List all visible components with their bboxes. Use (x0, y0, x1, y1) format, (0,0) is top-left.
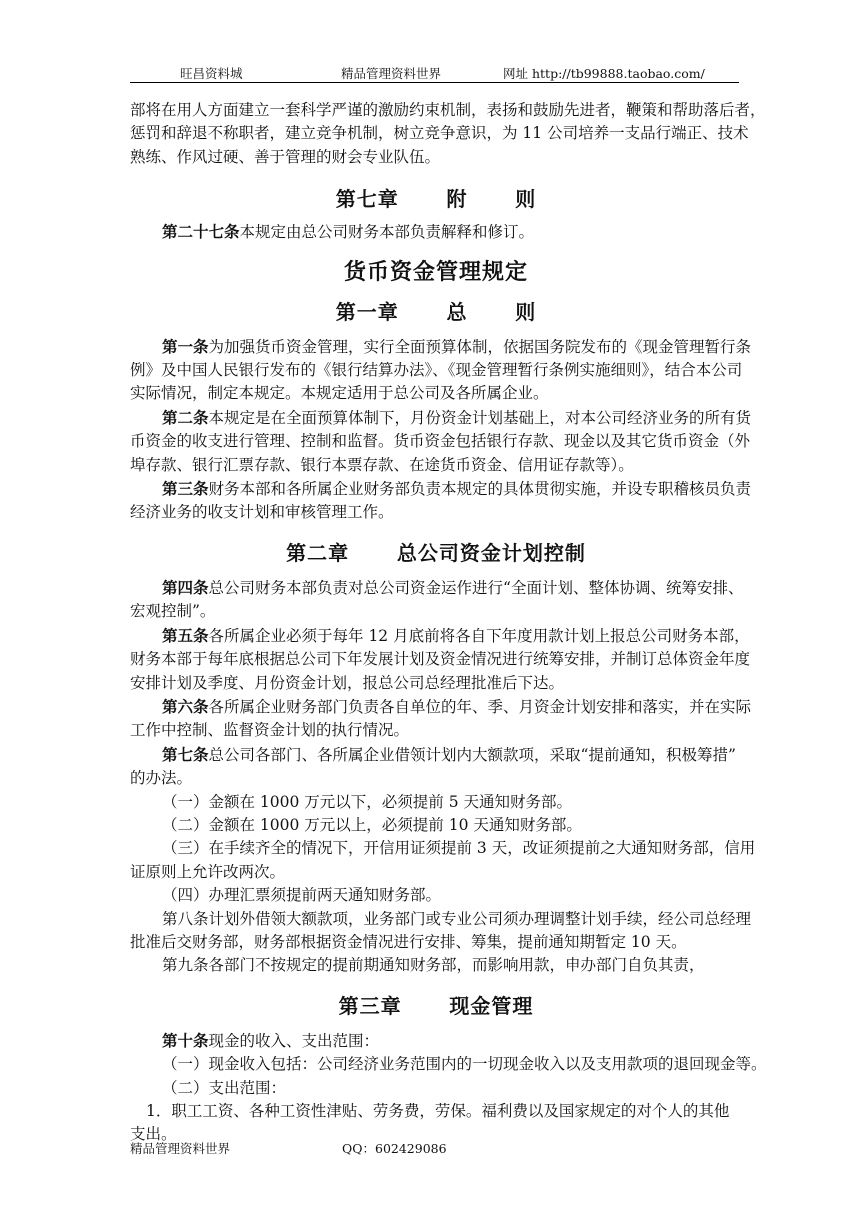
article-text: 为加强货币资金管理，实行全面预算体制，依据国务院发布的《现金管理暂行条 (208, 337, 752, 356)
article-5-line-1 (130, 624, 750, 648)
article-text: 现金的收入、支出范围： (208, 1031, 380, 1050)
article-6-line-1 (130, 695, 752, 719)
article-7-line-1 (130, 743, 742, 767)
article-label: 第二十七条 (162, 222, 240, 242)
article-2-line-2: 币资金的收支进行管理、控制和监督。货币资金包括银行存款、现金以及其它货币资金（外 (130, 432, 751, 451)
article-10-sub-2: （二）支出范围： (162, 1078, 287, 1097)
article-1-line-1 (130, 335, 752, 359)
chapter-2-title: 第二章 总公司资金计划控制 (286, 540, 586, 565)
article-text: 总公司财务本部负责对总公司资金运作进行“全面计划、整体协调、统筹安排、 (208, 578, 744, 597)
article-27 (130, 220, 742, 244)
article-1-line-3: 实际情况，制定本规定。本规定适用于总公司及各所属企业。 (130, 384, 549, 403)
article-label: 第五条 (162, 625, 209, 645)
footer-left-text: 精品管理资料世界 (130, 1141, 231, 1156)
article-6-line-2: 工作中控制、监督资金计划的执行情况。 (130, 721, 410, 740)
page-header (130, 64, 739, 83)
article-10-sub-2-1-line-2: 支出。 (130, 1125, 177, 1144)
intro-line-3: 熟练、作风过硬、善于管理的财会专业队伍。 (130, 147, 441, 166)
article-label: 第十条 (162, 1030, 209, 1050)
article-4-line-1 (130, 576, 742, 600)
chapter-3-title: 第三章 现金管理 (338, 993, 534, 1018)
article-3-line-1 (130, 477, 752, 501)
article-text: 各所属企业必须于每年 12 月底前将各自下年度用款计划上报总公司财务本部， (208, 626, 750, 645)
article-2-line-1 (130, 406, 752, 430)
article-5-line-3: 安排计划及季度、月份资金计划，报总公司总经理批准后下达。 (130, 673, 565, 692)
article-label: 第三条 (162, 479, 209, 499)
article-7-item-3-line-1: （三）在手续齐全的情况下，开信用证须提前 3 天，改证须提前之大通知财务部，信用 (162, 839, 756, 858)
header-middle-text: 精品管理资料世界 (341, 66, 442, 81)
article-label: 第六条 (162, 696, 209, 716)
article-3-line-2: 经济业务的收支计划和审核管理工作。 (130, 503, 394, 522)
article-7-item-3-line-2: 证原则上允许改两次。 (130, 862, 286, 881)
chapter-7-title: 第七章 附 则 (335, 187, 537, 212)
article-7-item-1: （一）金额在 1000 万元以下，必须提前 5 天通知财务部。 (162, 792, 573, 811)
article-8-line-2: 批准后交财务部，财务部根据资金情况进行安排、筹集，提前通知期暂定 10 天。 (130, 932, 687, 951)
article-5-line-2: 财务本部于每年底根据总公司下年发展计划及资金情况进行统筹安排，并制订总体资金年度 (130, 650, 751, 669)
article-text: 各所属企业财务部门负责各自单位的年、季、月资金计划安排和落实，并在实际 (208, 697, 752, 716)
article-1-line-2: 例》及中国人民银行发布的《银行结算办法》、《现金管理暂行条例实施细则》，结合本公司 (130, 361, 743, 380)
article-label: 第四条 (162, 577, 209, 597)
article-4-line-2: 宏观控制”。 (130, 602, 216, 621)
chapter-1-title: 第一章 总 则 (335, 299, 537, 324)
article-label: 第二条 (162, 407, 209, 427)
article-label: 第一条 (162, 336, 209, 356)
intro-line-1: 部将在用人方面建立一套科学严谨的激励约束机制，表扬和鼓励先进者，鞭策和帮助落后者， (130, 101, 766, 119)
article-10-sub-2-1-line-1: 1．职工工资、各种工资性津贴、劳务费，劳保。福利费以及国家规定的对个人的其他 (146, 1102, 730, 1120)
article-7-item-2: （二）金额在 1000 万元以上，必须提前 10 天通知财务部。 (162, 815, 582, 834)
article-2-line-3: 埠存款、银行汇票存款、银行本票存款、在途货币资金、信用证存款等）。 (130, 455, 634, 474)
article-text: 总公司各部门、各所属企业借领计划内大额款项，采取“提前通知，积极筹措” (208, 745, 736, 764)
article-text: 财务本部和各所属企业财务部负责本规定的具体贯彻实施，并设专职稽核员负责 (208, 480, 752, 499)
intro-line-2: 惩罚和辞退不称职者，建立竞争机制，树立竞争意识，为 11 公司培养一支品行端正、技术 (130, 124, 749, 143)
article-10-sub-1: （一）现金收入包括：公司经济业务范围内的一切现金收入以及支用款项的退回现金等。 (162, 1055, 767, 1074)
footer-qq-text: QQ：602429086 (342, 1141, 447, 1156)
article-label: 第七条 (162, 744, 209, 764)
document-title: 货币资金管理规定 (343, 259, 528, 285)
article-7-item-4: （四）办理汇票须提前两天通知财务部。 (162, 886, 442, 905)
document-body (130, 99, 767, 1147)
article-8-line-1: 第八条计划外借领大额款项，业务部门或专业公司须办理调整计划手续，经公司总经理 (162, 909, 752, 928)
header-left-text: 旺昌资料城 (180, 66, 243, 81)
article-9-line-1: 第九条各部门不按规定的提前期通知财务部，而影响用款，申办部门自负其责， (162, 956, 705, 975)
page-footer (130, 1139, 530, 1157)
article-7-line-2: 的办法。 (130, 769, 193, 788)
article-text: 本规定是在全面预算体制下，月份资金计划基础上，对本公司经济业务的所有货 (208, 408, 752, 427)
article-10 (130, 1029, 742, 1053)
article-text: 本规定由总公司财务本部负责解释和修订。 (239, 223, 535, 242)
header-website-text: 网址 http://tb99888.taobao.com/ (503, 66, 705, 81)
